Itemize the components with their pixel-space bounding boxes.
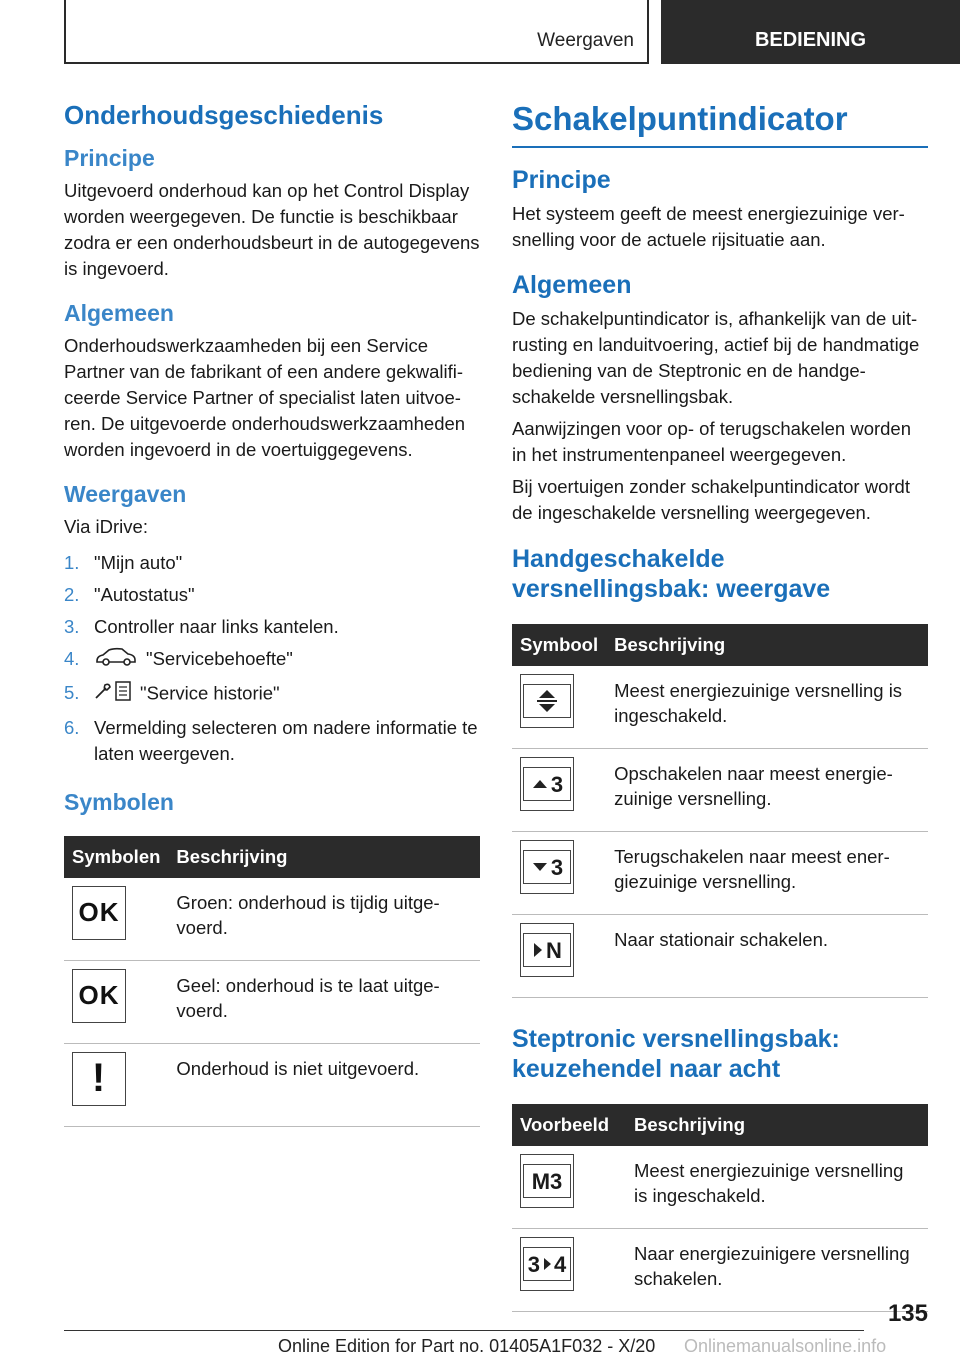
ok-symbol-icon: OK xyxy=(72,886,126,940)
col-header-beschrijving: Beschrijving xyxy=(626,1104,928,1146)
heading-algemeen-right: Algemeen xyxy=(512,271,632,299)
text-principe-right: Het systeem geeft de meest energiezuinige versnelling voor de actuele rijsituatie aan. xyxy=(512,203,905,250)
up-arrow-icon: 3 xyxy=(520,757,574,811)
table-row: 3 Terugschakelen naar meest energiezuinige versnelling. xyxy=(512,832,928,915)
heading-algemeen-left: Algemeen xyxy=(64,300,174,326)
symbolen-table xyxy=(64,836,480,1127)
page-title-right: Schakelpuntindicator xyxy=(512,100,928,148)
table-row: 3 Opschakelen naar meest energiezuinige versnelling. xyxy=(512,749,928,832)
car-icon xyxy=(94,647,138,674)
manual-gearbox-table xyxy=(512,624,928,998)
table-row: N Naar stationair schakelen. xyxy=(512,915,928,998)
col-header-beschrijving: Beschrijving xyxy=(606,624,928,666)
list-item: 3. Controller naar links kantelen. xyxy=(64,616,339,637)
down-arrow-icon: 3 xyxy=(520,840,574,894)
left-column xyxy=(64,100,480,1127)
col-header-beschrijving: Beschrijving xyxy=(168,836,480,878)
text-algemeen-p1: De schakelpuntindicator is, afhankelijk van de uitrusting en landuitvoering, actief bij de handmatige bediening van de Steptronic en de handgeschakelde versnellingsbak. xyxy=(512,308,920,407)
right-column xyxy=(512,100,928,1312)
list-item: 1. "Mijn auto" xyxy=(64,552,183,573)
table-row: 3 4 Naar energiezuinigere versnelling schakelen. xyxy=(512,1229,928,1312)
heading-principe-right: Principe xyxy=(512,166,611,194)
text-algemeen-p3: Bij voertuigen zonder schakelpuntindicator wordt de ingeschakelde versnelling weergegeven. xyxy=(512,476,910,523)
list-item: 5. "Service historie" xyxy=(64,680,480,709)
header-chapter: BEDIENING xyxy=(661,0,960,64)
table-row: Meest energiezuinige versnelling is ingeschakeld. xyxy=(512,666,928,749)
page-number: 135 xyxy=(887,1300,928,1327)
text-principe-left: Uitgevoerd onderhoud kan op het Control Display worden weergegeven. De functie is beschikbaar zodra er een onderhoudsbeurt in de autogegevens is ingevoerd. xyxy=(64,180,480,279)
gear-shift-icon: 3 4 xyxy=(520,1237,574,1291)
exclamation-icon: ! xyxy=(72,1052,126,1106)
text-algemeen-left: Onderhoudswerkzaamheden bij een Service Partner van de fabrikant of een andere gekwalificeerde Service Partner of specialist laten uitvoeren. De uitgevoerde onderhoudswerkzaamheden worden ingevoerd in de voertuiggegevens. xyxy=(64,335,466,460)
col-header-symbolen: Symbolen xyxy=(64,836,168,878)
heading-manual-gearbox: Handgeschakelde versnellingsbak: weergave xyxy=(512,545,831,603)
text-via-idrive: Via iDrive: xyxy=(64,516,148,537)
heading-weergaven: Weergaven xyxy=(64,481,187,507)
steps-list xyxy=(64,550,480,767)
heading-steptronic: Steptronic versnellingsbak: keuzehendel naar acht xyxy=(512,1025,840,1083)
list-item: 2. "Autostatus" xyxy=(64,584,195,605)
list-item: 4. "Servicebehoefte" xyxy=(64,646,480,674)
col-header-voorbeeld: Voorbeeld xyxy=(512,1104,626,1146)
heading-principe-left: Principe xyxy=(64,145,155,171)
table-row: OK Groen: onderhoud is tijdig uitgevoerd. xyxy=(64,878,480,961)
watermark: Onlinemanualsonline.info xyxy=(684,1336,887,1356)
list-item: 6. Vermelding selecteren om nadere informatie te laten weergeven. xyxy=(64,716,478,764)
footer-divider xyxy=(64,1330,864,1331)
up-down-icon xyxy=(520,674,574,728)
text-algemeen-p2: Aanwijzingen voor op- of terugschakelen worden in het instrumentenpaneel weergegeven. xyxy=(512,418,912,465)
right-arrow-icon: N xyxy=(520,923,574,977)
footer-edition: Online Edition for Part no. 01405A1F032 - X/20 xyxy=(278,1336,656,1356)
page-title-left: Onderhoudsgeschiedenis xyxy=(64,100,384,130)
col-header-symbool: Symbool xyxy=(512,624,606,666)
heading-symbolen: Symbolen xyxy=(64,788,174,815)
service-history-icon xyxy=(94,680,132,709)
header-section: Weergaven xyxy=(537,30,634,51)
m3-gear-icon: M3 xyxy=(520,1154,574,1208)
steptronic-table xyxy=(512,1104,928,1312)
table-row: ! Onderhoud is niet uitgevoerd. xyxy=(64,1043,480,1126)
ok-symbol-icon: OK xyxy=(72,969,126,1023)
table-row: OK Geel: onderhoud is te laat uitgevoerd. xyxy=(64,960,480,1043)
table-row: M3 Meest energiezuinige versnelling is ingeschakeld. xyxy=(512,1146,928,1229)
